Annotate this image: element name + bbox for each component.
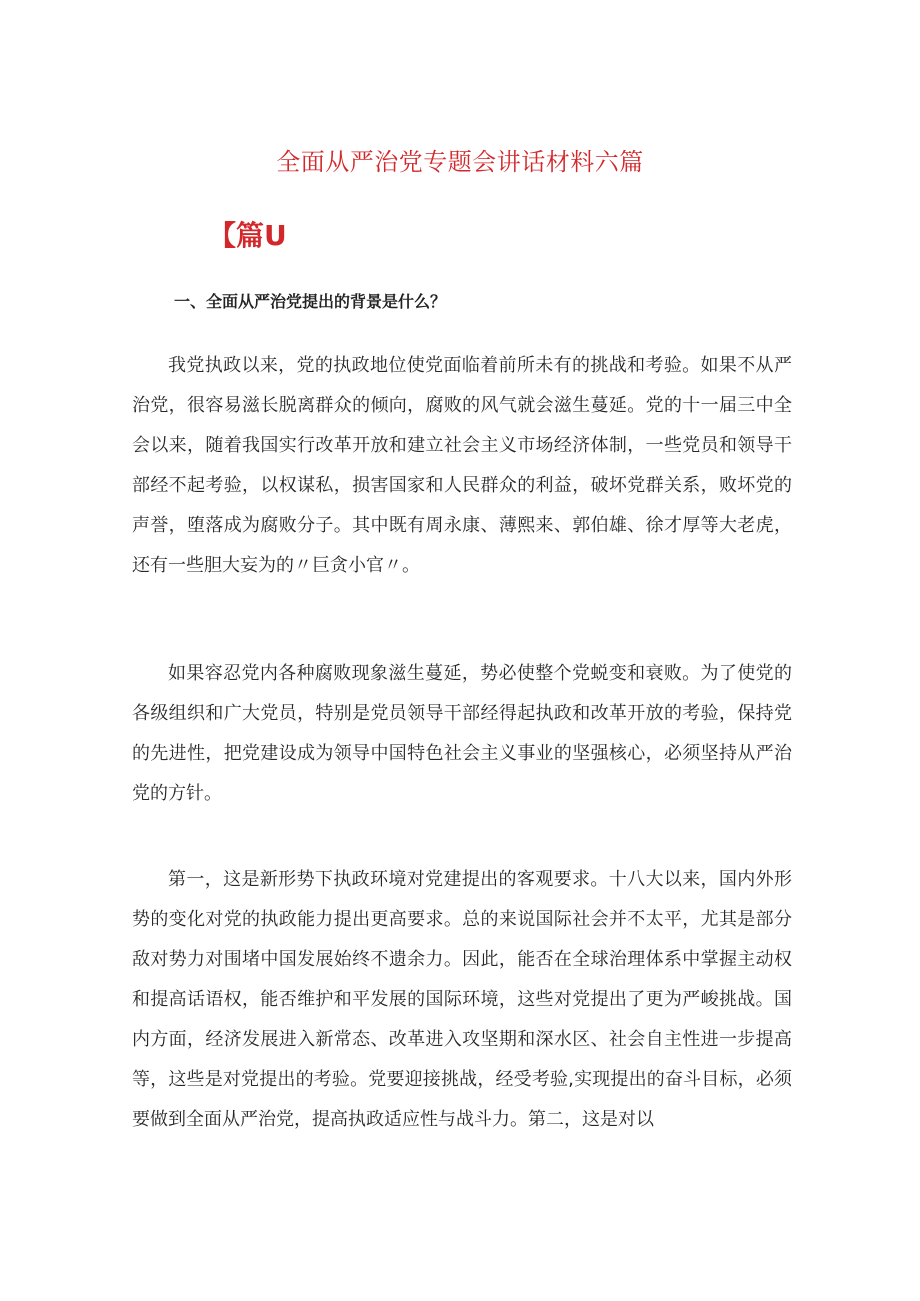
document-title: 全面从严治党专题会讲话材料六篇 [276, 148, 644, 176]
section-tag: 【篇U [208, 219, 287, 252]
question-heading: 一、全面从严治党提出的背景是什么？ [174, 292, 447, 311]
body-paragraph: 我党执政以来，党的执政地位使党面临着前所未有的挑战和考验。如果不从严治党，很容易滋长脱离群众的倾向，腐败的风气就会滋生蔓延。党的十一届三中全会以来，随着我国实行改革开放和建立社会主义市场经济体制，一些党员和领导干部经不起考验，以权谋私，损害国家和人民群众的利益，破坏党群关系，败坏党的声誉，堕落成为腐败分子。其中既有周永康、薄熙来、郭伯雄、徐才厚等大老虎，还有一些胆大妄为的〃巨贪小官〃。 [132, 355, 792, 576]
body-paragraph: 第一，这是新形势下执政环境对党建提出的客观要求。十八大以来，国内外形势的变化对党的执政能力提出更高要求。总的来说国际社会并不太平，尤其是部分敌对势力对围堵中国发展始终不遗余力。因此，能否在全球治理体系中掌握主动权和提高话语权，能否维护和平发展的国际环境，这些对党提出了更为严峻挑战。国内方面，经济发展进入新常态、改革进入攻坚期和深水区、社会自主性进一步提高等，这些是对党提出的考验。党要迎接挑战，经受考验,实现提出的奋斗目标，必须要做到全面从严治党，提高执政适应性与战斗力。第二，这是对以 [132, 869, 792, 1130]
body-paragraph: 如果容忍党内各种腐败现象滋生蔓延，势必使整个党蜕变和衰败。为了使党的各级组织和广大党员，特别是党员领导干部经得起执政和改革开放的考验，保持党的先进性，把党建设成为领导中国特色社会主义事业的坚强核心，必须坚持从严治党的方针。 [132, 663, 792, 804]
